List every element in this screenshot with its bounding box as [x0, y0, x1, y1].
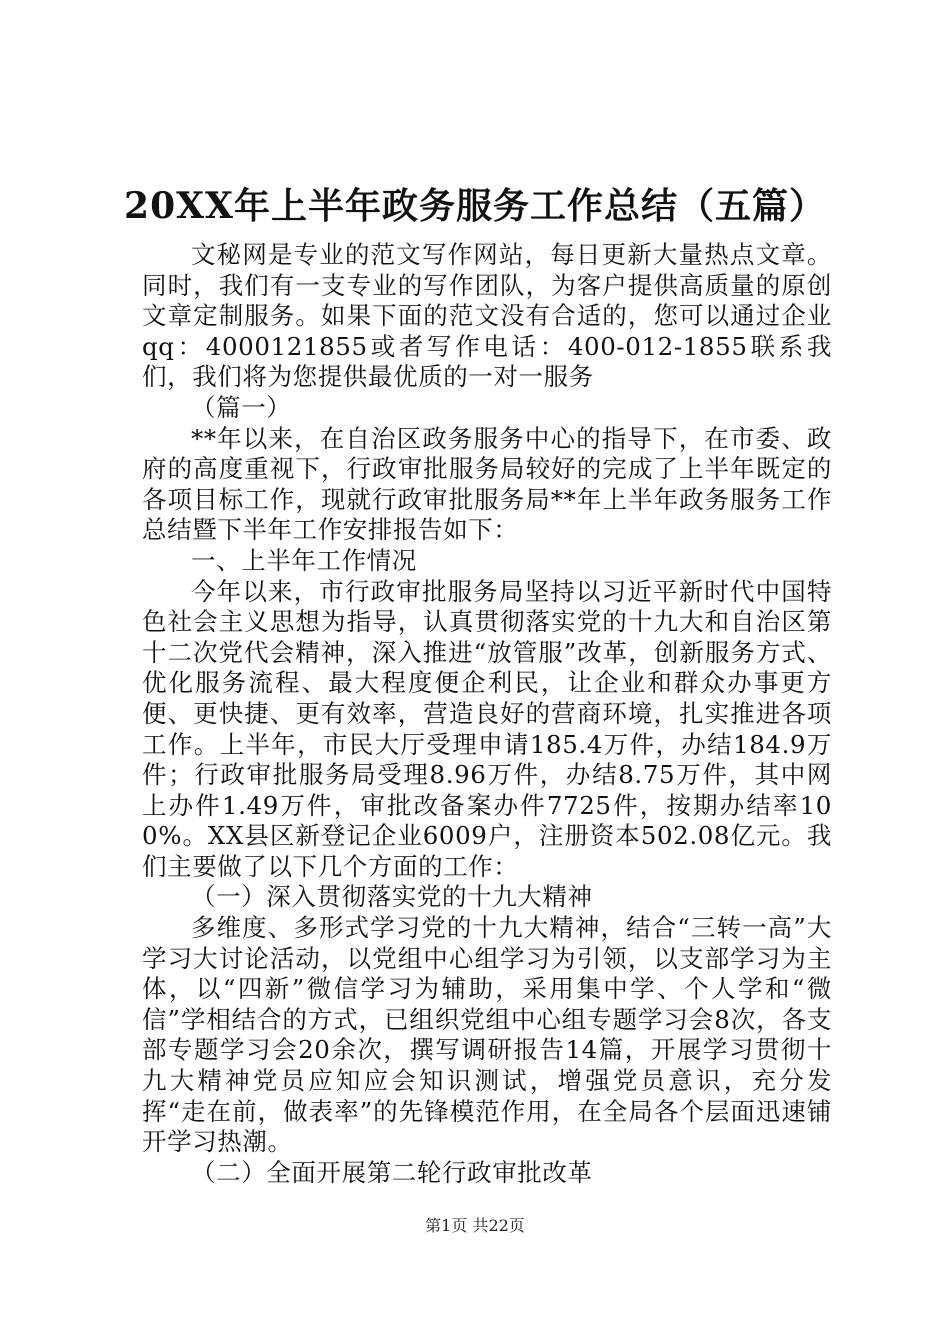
- study-activities-paragraph: 多维度、多形式学习党的十九大精神，结合“三转一高”大学习大讨论活动，以党组中心组学习为引领，以支部学习为主体，以“四新”微信学习为辅助，采用集中学、个人学和“微信”学相结合的方式，已组织党组中心组专题学习会8次，各支部专题学习会20余次，撰写调研报告14篇，开展学习贯彻十九大精神党员应知应会知识测试，增强党员意识，充分发挥“走在前，做表率”的先锋模范作用，在全局各个层面迅速铺开学习热潮。: [142, 913, 832, 1157]
- section-label-part-one: （篇一）: [191, 392, 292, 422]
- subheading-party-congress: （一）深入贯彻落实党的十九大精神: [191, 882, 593, 912]
- document-body: [142, 240, 832, 1188]
- work-summary-paragraph: 今年以来，市行政审批服务局坚持以习近平新时代中国特色社会主义思想为指导，认真贯彻落实党的十九大和自治区第十二次党代会精神，深入推进“放管服”改革，创新服务方式、优化服务流程、最大程度便企利民，让企业和群众办事更方便、更快捷、更有效率，营造良好的营商环境，扎实推进各项工作。上半年，市民大厅受理申请185.4万件，办结184.9万件；行政审批服务局受理8.96万件，办结8.75万件，其中网上办件1.49万件，审批改备案办件7725件，按期办结率100%。XX县区新登记企业6009户，注册资本502.08亿元。我们主要做了以下几个方面的工作：: [142, 576, 832, 881]
- subheading-approval-reform: （二）全面开展第二轮行政审批改革: [191, 1157, 593, 1187]
- intro-paragraph: 文秘网是专业的范文写作网站，每日更新大量热点文章。同时，我们有一支专业的写作团队，为客户提供高质量的原创文章定制服务。如果下面的范文没有合适的，您可以通过企业qq：4000121855或者写作电话：400-012-1855联系我们，我们将为您提供最优质的一对一服务: [142, 240, 832, 392]
- document-title: 20XX年上半年政务服务工作总结（五篇）: [124, 185, 826, 227]
- page-number-footer: 第1页 共22页: [425, 1216, 525, 1235]
- heading-first-half-work: 一、上半年工作情况: [191, 545, 417, 575]
- opening-paragraph: **年以来，在自治区政务服务中心的指导下，在市委、政府的高度重视下，行政审批服务局较好的完成了上半年既定的各项目标工作，现就行政审批服务局**年上半年政务服务工作总结暨下半年工作安排报告如下：: [142, 423, 832, 545]
